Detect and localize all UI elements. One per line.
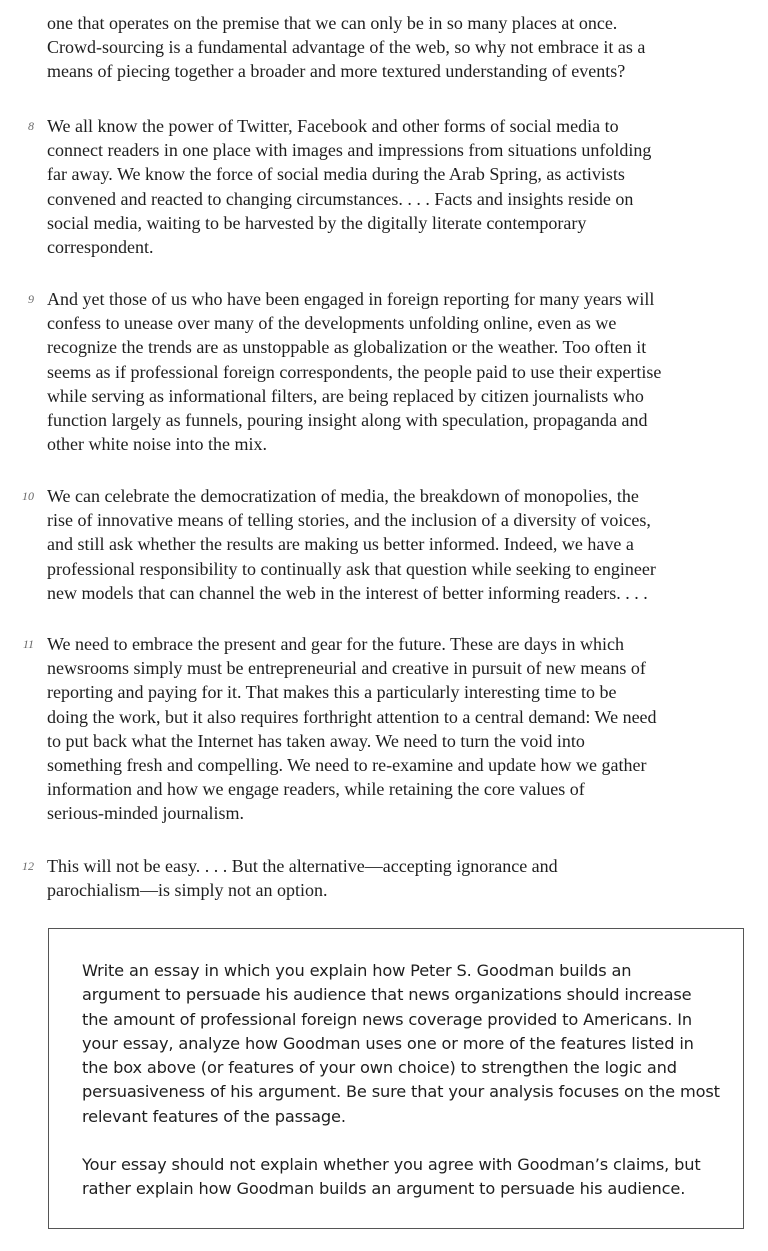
paragraph-9: And yet those of us who have been engaged in foreign reporting for many years will confess to unease over many of the developments unfolding online, even as we recognize the trends are as unstoppable as globalization or the weather. Too often it seems as if professional foreign correspondents, the people paid to use their expertise while serving as informational filters, are being replaced by citizen journalists who function largely as funnels, pouring insight along with speculation, propaganda and other white noise into the mix. — [47, 289, 662, 455]
essay-note: Your essay should not explain whether you agree with Goodman’s claims, but rather explain how Goodman builds an argument to persuade his audience. — [82, 1155, 701, 1199]
paragraph-number: 12 — [22, 859, 34, 873]
paragraph-8: We all know the power of Twitter, Facebook and other forms of social media to connect readers in one place with images and impressions from situations unfolding far away. We know the force of social media during the Arab Spring, as activists convened and reacted to changing circumstances. . . . Facts and insights reside on social media, waiting to be harvested by the digitally literate contemporary correspondent. — [47, 116, 652, 258]
essay-instructions: Write an essay in which you explain how Peter S. Goodman builds an argument to persuade his audience that news organizations should increase the amount of professional foreign news coverage provided to Americans. In your essay, analyze how Goodman uses one or more of the features listed in the box above (or features of your own choice) to strengthen the logic and persuasiveness of his argument. Be sure that your analysis focuses on the most relevant features of the passage. — [82, 961, 720, 1126]
paragraph-continued: one that operates on the premise that we can only be in so many places at once. Crowd-sourcing is a fundamental advantage of the web, so why not embrace it as a means of piecing together a broader and more textured understanding of events? — [47, 13, 646, 82]
paragraph-10: We can celebrate the democratization of media, the breakdown of monopolies, the rise of innovative means of telling stories, and the inclusion of a diversity of voices, and still ask whether the results are making us better informed. Indeed, we have a professional responsibility to continually ask that question while seeking to engineer new models that can channel the web in the interest of better informing readers. . . . — [47, 486, 656, 603]
paragraph-number: 10 — [22, 489, 34, 503]
paragraph-11: We need to embrace the present and gear for the future. These are days in which newsrooms simply must be entrepreneurial and creative in pursuit of new means of reporting and paying for it. That makes this a particularly interesting time to be doing the work, but it also requires forthright attention to a central demand: We need to put back what the Internet has taken away. We need to turn the void into something fresh and compelling. We need to re-examine and update how we gather information and how we engage readers, while retaining the core values of serious-minded journalism. — [47, 634, 657, 824]
paragraph-12: This will not be easy. . . . But the alternative—accepting ignorance and parochialism—is simply not an option. — [47, 856, 558, 901]
paragraph-number: 8 — [28, 119, 34, 133]
paragraph-number: 9 — [28, 292, 34, 306]
essay-prompt-box — [48, 928, 744, 1229]
paragraph-number: 11 — [22, 637, 34, 651]
